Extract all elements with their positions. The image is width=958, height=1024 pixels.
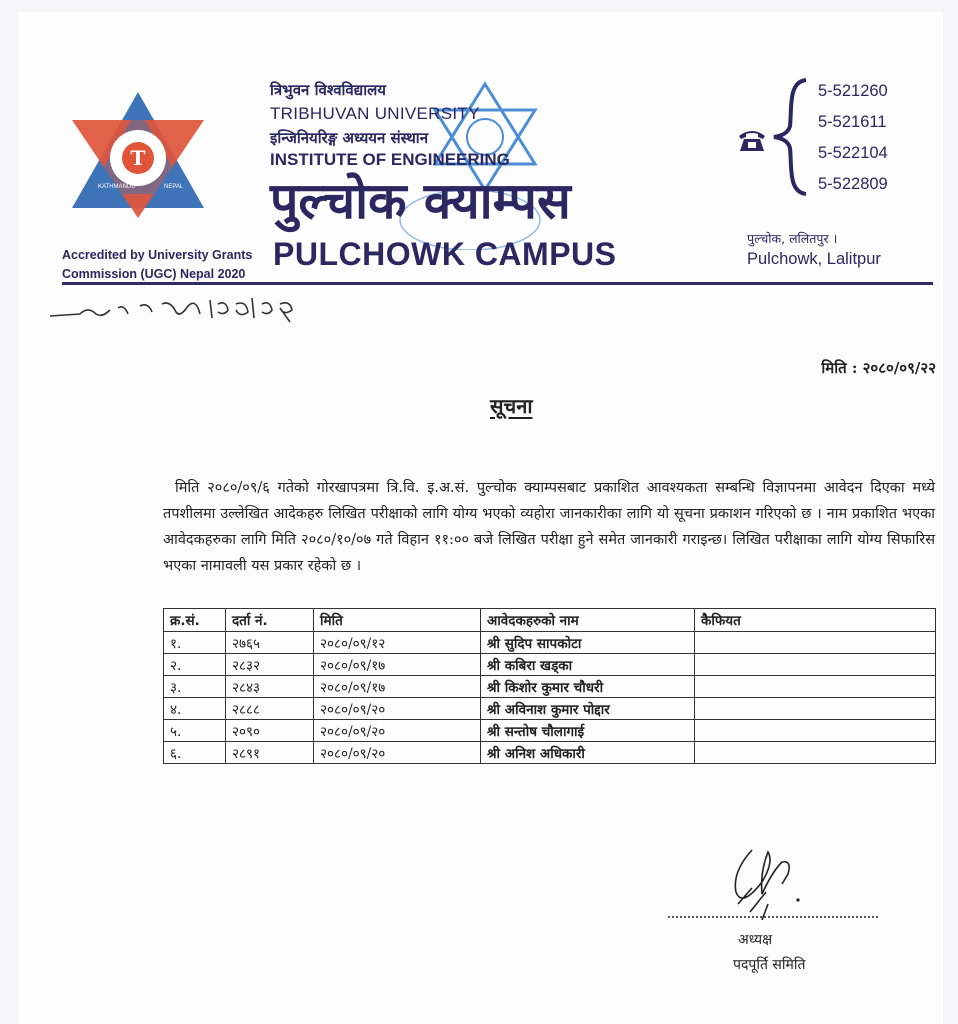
university-name-english: TRIBHUVAN UNIVERSITY bbox=[270, 104, 480, 123]
cell-date: २०८०/०९/१२ bbox=[314, 632, 481, 654]
cell-registration: २८४३ bbox=[226, 676, 314, 698]
cell-applicant-name: श्री सन्तोष चौलागाई bbox=[481, 720, 695, 742]
cell-date: २०८०/०९/१७ bbox=[314, 654, 481, 676]
cell-serial: १. bbox=[164, 632, 226, 654]
address-nepali: पुल्चोक, ललितपुर । bbox=[747, 231, 838, 246]
notice-body: मिति २०८०/०९/६ गतेको गोरखापत्रमा त्रि.वि. इ.अ.सं. पुल्चोक क्याम्पसबाट प्रकाशित आवश्यकता सम्बन्धि विज्ञापनमा आवेदन दिएका मध्ये तपशीलमा उल्लेखित आदेकहरु लिखित परीक्षाको लागि योग्य भएको व्यहोरा जानकारीका लागि यो सूचना प्रकाशन गरिएको छ । नाम प्रकाशित भएका आवेदकहरुका लागि मिति २०८०/१०/०७ गते विहान ११:०० बजे लिखित परीक्षा हुने समेत जानकारी गराइन्छ। लिखित परीक्षाका लागि योग्य सिफारिस भएका नामावली यस प्रकार रहेको छ । bbox=[163, 480, 935, 574]
table-row bbox=[164, 720, 936, 742]
cell-remarks bbox=[695, 742, 936, 764]
candidate-table bbox=[163, 608, 936, 764]
cell-date: २०८०/०९/२० bbox=[314, 720, 481, 742]
cell-registration: २७६५ bbox=[226, 632, 314, 654]
table-row bbox=[164, 676, 936, 698]
cell-registration: २८८८ bbox=[226, 698, 314, 720]
col-registration: दर्ता नं. bbox=[226, 609, 314, 632]
col-serial: क्र.सं. bbox=[164, 609, 226, 632]
brace-decoration-icon bbox=[770, 78, 810, 196]
col-remarks: कैफियत bbox=[695, 609, 936, 632]
cell-registration: २८३२ bbox=[226, 654, 314, 676]
cell-date: २०८०/०९/२० bbox=[314, 698, 481, 720]
university-name-nepali: त्रिभुवन विश्वविद्यालय bbox=[270, 81, 386, 99]
cell-remarks bbox=[695, 720, 936, 742]
cell-registration: २८९१ bbox=[226, 742, 314, 764]
accreditation-line-2: Commission (UGC) Nepal 2020 bbox=[62, 267, 246, 281]
cell-remarks bbox=[695, 632, 936, 654]
signatory-title: अध्यक्ष bbox=[738, 932, 773, 948]
cell-registration: २०९० bbox=[226, 720, 314, 742]
accreditation-line-1: Accredited by University Grants bbox=[62, 248, 253, 262]
table-header-row bbox=[164, 609, 936, 632]
campus-name-nepali: पुल्चोक क्याम्पस bbox=[270, 172, 571, 230]
table-row bbox=[164, 654, 936, 676]
notice-title: सूचना bbox=[490, 394, 533, 418]
signatory-committee: पदपूर्ति समिति bbox=[733, 957, 806, 973]
header-divider bbox=[62, 282, 933, 285]
cell-serial: ३. bbox=[164, 676, 226, 698]
svg-text:KATHMANDU: KATHMANDU bbox=[98, 184, 136, 190]
cell-applicant-name: श्री सुदिप सापकोटा bbox=[481, 632, 695, 654]
cell-serial: ४. bbox=[164, 698, 226, 720]
table-row bbox=[164, 742, 936, 764]
phone-number: 5-522809 bbox=[818, 175, 888, 193]
table-row bbox=[164, 632, 936, 654]
cell-remarks bbox=[695, 676, 936, 698]
phone-numbers bbox=[818, 76, 888, 200]
accreditation-text bbox=[62, 246, 252, 284]
cell-applicant-name: श्री कबिरा खड्का bbox=[481, 654, 695, 676]
cell-serial: ६. bbox=[164, 742, 226, 764]
institute-name-nepali: इन्जिनियरिङ्ग अध्ययन संस्थान bbox=[270, 129, 429, 147]
cell-serial: २. bbox=[164, 654, 226, 676]
address-english: Pulchowk, Lalitpur bbox=[747, 250, 881, 268]
signature-line bbox=[668, 916, 878, 918]
cell-date: २०८०/०९/२० bbox=[314, 742, 481, 764]
phone-number: 5-521611 bbox=[818, 113, 887, 131]
cell-serial: ५. bbox=[164, 720, 226, 742]
telephone-icon bbox=[737, 128, 767, 152]
col-applicant-name: आवेदकहरुको नाम bbox=[481, 609, 695, 632]
col-date: मिति bbox=[314, 609, 481, 632]
cell-date: २०८०/०९/१७ bbox=[314, 676, 481, 698]
handwritten-reference-number bbox=[40, 292, 380, 332]
phone-number: 5-522104 bbox=[818, 144, 888, 162]
table-row bbox=[164, 698, 936, 720]
phone-number: 5-521260 bbox=[818, 82, 888, 100]
institute-name-english: INSTITUTE OF ENGINEERING bbox=[270, 150, 510, 169]
campus-name-english: PULCHOWK CAMPUS bbox=[273, 236, 617, 272]
notice-date: मिति : २०८०/०९/२२ bbox=[821, 359, 936, 377]
cell-remarks bbox=[695, 698, 936, 720]
cell-applicant-name: श्री किशोर कुमार चौधरी bbox=[481, 676, 695, 698]
cell-applicant-name: श्री अनिश अधिकारी bbox=[481, 742, 695, 764]
cell-remarks bbox=[695, 654, 936, 676]
svg-text:NEPAL: NEPAL bbox=[164, 184, 184, 190]
tribhuvan-university-logo-icon bbox=[64, 90, 212, 220]
cell-applicant-name: श्री अविनाश कुमार पोद्दार bbox=[481, 698, 695, 720]
signature-icon bbox=[722, 842, 812, 920]
svg-text:T: T bbox=[130, 146, 146, 170]
